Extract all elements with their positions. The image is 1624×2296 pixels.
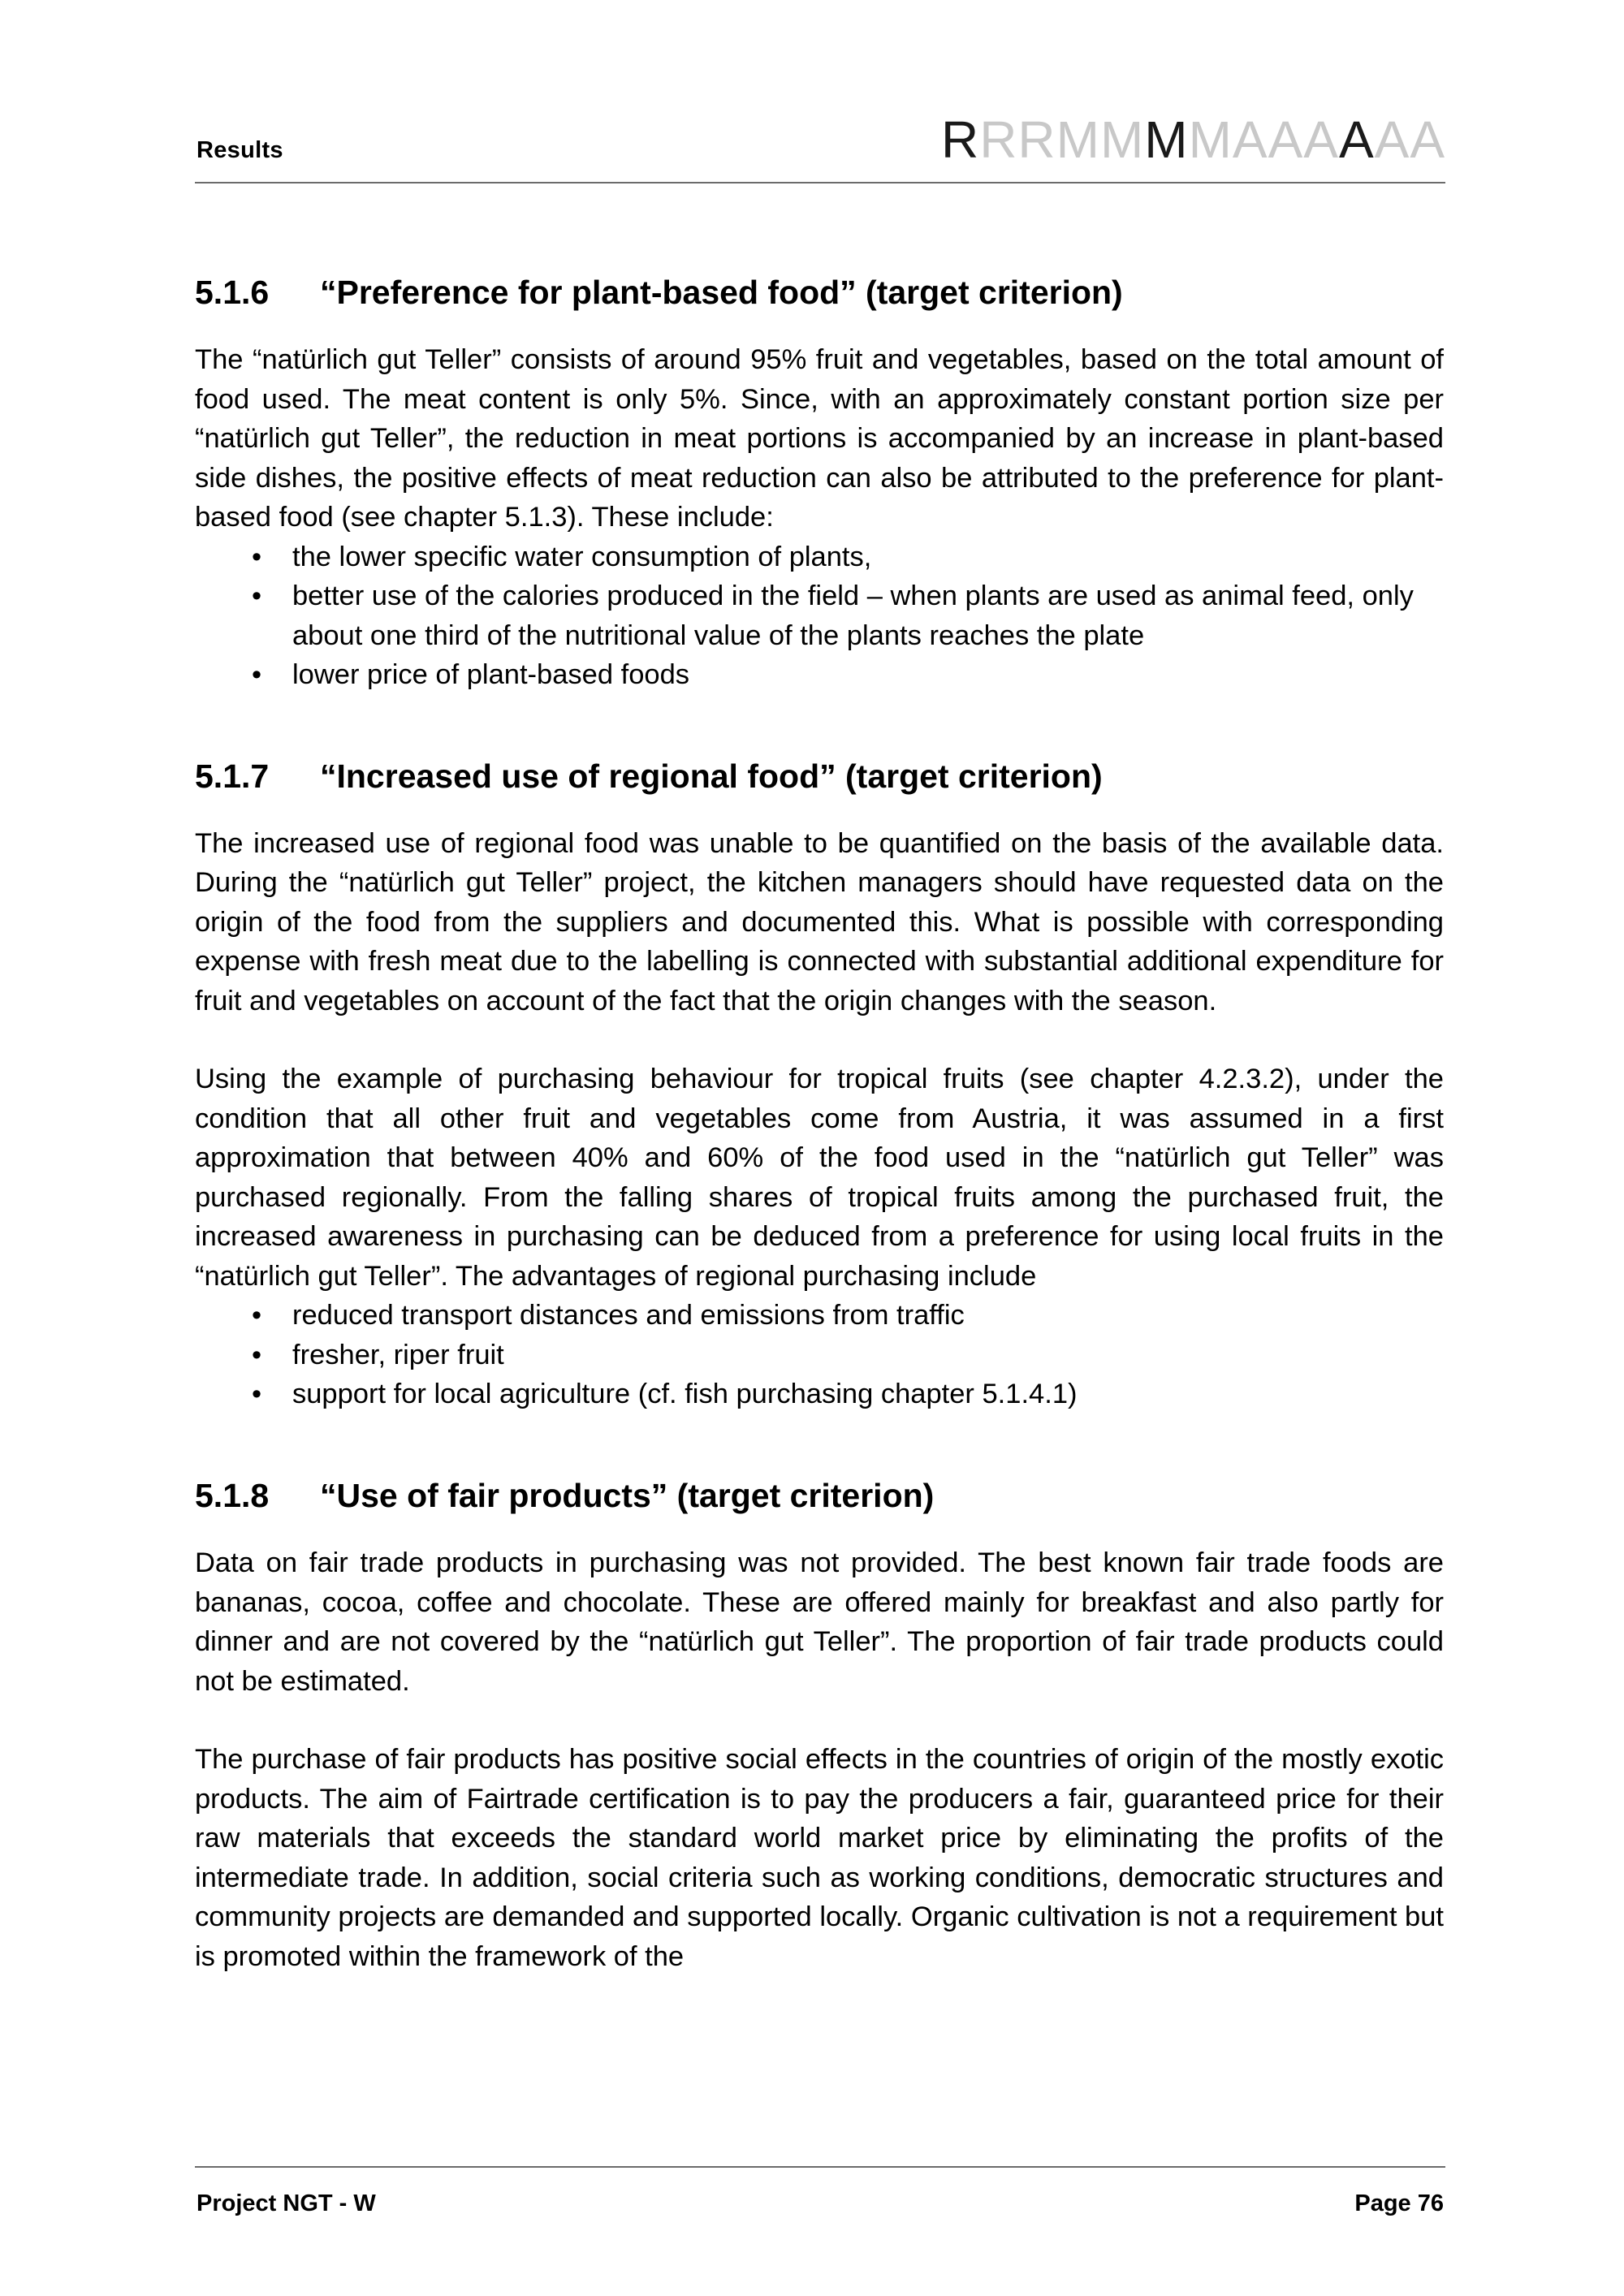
list-item-text: support for local agriculture (cf. fish purchasing chapter 5.1.4.1) — [292, 1379, 1078, 1410]
list-item-text: the lower specific water consumption of plants, — [292, 541, 872, 572]
section-title: “Use of fair products” (target criterion) — [320, 1476, 935, 1514]
list-item-text: lower price of plant-based foods — [292, 659, 690, 691]
paragraph: Using the example of purchasing behaviour for tropical fruits (see chapter 4.2.3.2), under the condition that all other fruit and vegetables come from Austria, it was assumed in a first approximation that between 40% and 60% of the food used in the “natürlich gut Teller” was purchased regionally. From the falling shares of tropical fruits among the purchased fruit, the increased awareness in purchasing can be deduced from a preference for using local fruits in the “natürlich gut Teller”. The advantages of regional purchasing include — [195, 1064, 1444, 1292]
logo-letter: A — [1338, 110, 1375, 169]
logo-letter: A — [1303, 110, 1339, 169]
footer-project-name: Project NGT - W — [197, 2190, 376, 2216]
section-number: 5.1.8 — [195, 1476, 270, 1514]
list-item — [195, 1296, 1444, 1336]
paragraph: The “natürlich gut Teller” consists of around 95% fruit and vegetables, based on the total amount of food used. The meat content is only 5%. Since, with an approximately constant portion size per “natürlich gut Teller”, the reduction in meat portions is accompanied by an increase in plant-based side dishes, the positive effects of meat reduction can also be attributed to the preference for plant-based food (see chapter 5.1.3). These include: — [195, 344, 1444, 533]
list-item-text: better use of the calories produced in the field – when plants are used as animal feed, only about one third of the nutritional value of the plants reaches the plate — [292, 580, 1414, 651]
logo-letter: R — [979, 110, 1018, 169]
section-heading — [195, 1476, 1444, 1516]
logo-letter: M — [1056, 110, 1100, 169]
page-footer — [195, 2166, 1445, 2216]
bullet-icon: • — [252, 1379, 262, 1410]
logo-letter: R — [1017, 110, 1056, 169]
list-item-text: reduced transport distances and emissions from traffic — [292, 1300, 965, 1331]
logo-letter: A — [1232, 110, 1268, 169]
bullet-icon: • — [252, 659, 262, 691]
logo-letter: M — [1099, 110, 1145, 169]
list-item — [195, 576, 1444, 655]
list-item — [195, 1375, 1444, 1414]
section — [195, 273, 1444, 695]
list-item — [195, 655, 1444, 695]
section-number: 5.1.7 — [195, 757, 270, 795]
list-item — [195, 537, 1444, 577]
logo-letter: M — [1144, 110, 1189, 169]
logo-letter: A — [1410, 110, 1445, 169]
section-heading — [195, 757, 1444, 796]
section-heading — [195, 273, 1444, 313]
logo-letter: A — [1268, 110, 1304, 169]
page-header — [195, 96, 1445, 183]
bullet-list — [195, 1296, 1444, 1414]
bullet-list — [195, 537, 1444, 695]
header-logo — [940, 110, 1445, 169]
section — [195, 757, 1444, 1414]
bullet-icon: • — [252, 580, 262, 612]
section — [195, 1476, 1444, 1976]
section-title: “Preference for plant-based food” (target criterion) — [320, 274, 1123, 311]
bullet-icon: • — [252, 1300, 262, 1331]
document-body — [195, 244, 1444, 2038]
section-title: “Increased use of regional food” (target criterion) — [320, 757, 1103, 795]
list-item-text: fresher, riper fruit — [292, 1339, 504, 1370]
paragraph: Data on fair trade products in purchasing was not provided. The best known fair trade foods are bananas, cocoa, coffee and chocolate. These are offered mainly for breakfast and also partly for dinner and are not covered by the “natürlich gut Teller”. The proportion of fair trade products could not be estimated. — [195, 1547, 1444, 1697]
list-item — [195, 1336, 1444, 1375]
logo-letter: R — [940, 110, 980, 169]
logo-letter: A — [1374, 110, 1410, 169]
paragraph: The purchase of fair products has positive social effects in the countries of origin of the mostly exotic products. The aim of Fairtrade certification is to pay the producers a fair, guaranteed price for their raw materials that exceeds the standard world market price by eliminating the profits of the intermediate trade. In addition, social criteria such as working conditions, democratic structures and community projects are demanded and supported locally. Organic cultivation is not a requirement but is promoted within the framework of the — [195, 1744, 1444, 1972]
footer-page-number: Page 76 — [1354, 2190, 1444, 2216]
bullet-icon: • — [252, 1339, 262, 1370]
header-section-title: Results — [197, 137, 283, 163]
bullet-icon: • — [252, 541, 262, 572]
section-number: 5.1.6 — [195, 274, 270, 311]
logo-letter: M — [1188, 110, 1233, 169]
paragraph: The increased use of regional food was unable to be quantified on the basis of the available data. During the “natürlich gut Teller” project, the kitchen managers should have requested data on the origin of the food from the suppliers and documented this. What is possible with corresponding expense with fresh meat due to the labelling is connected with substantial additional expenditure for fruit and vegetables on account of the fact that the origin changes with the season. — [195, 827, 1444, 1016]
